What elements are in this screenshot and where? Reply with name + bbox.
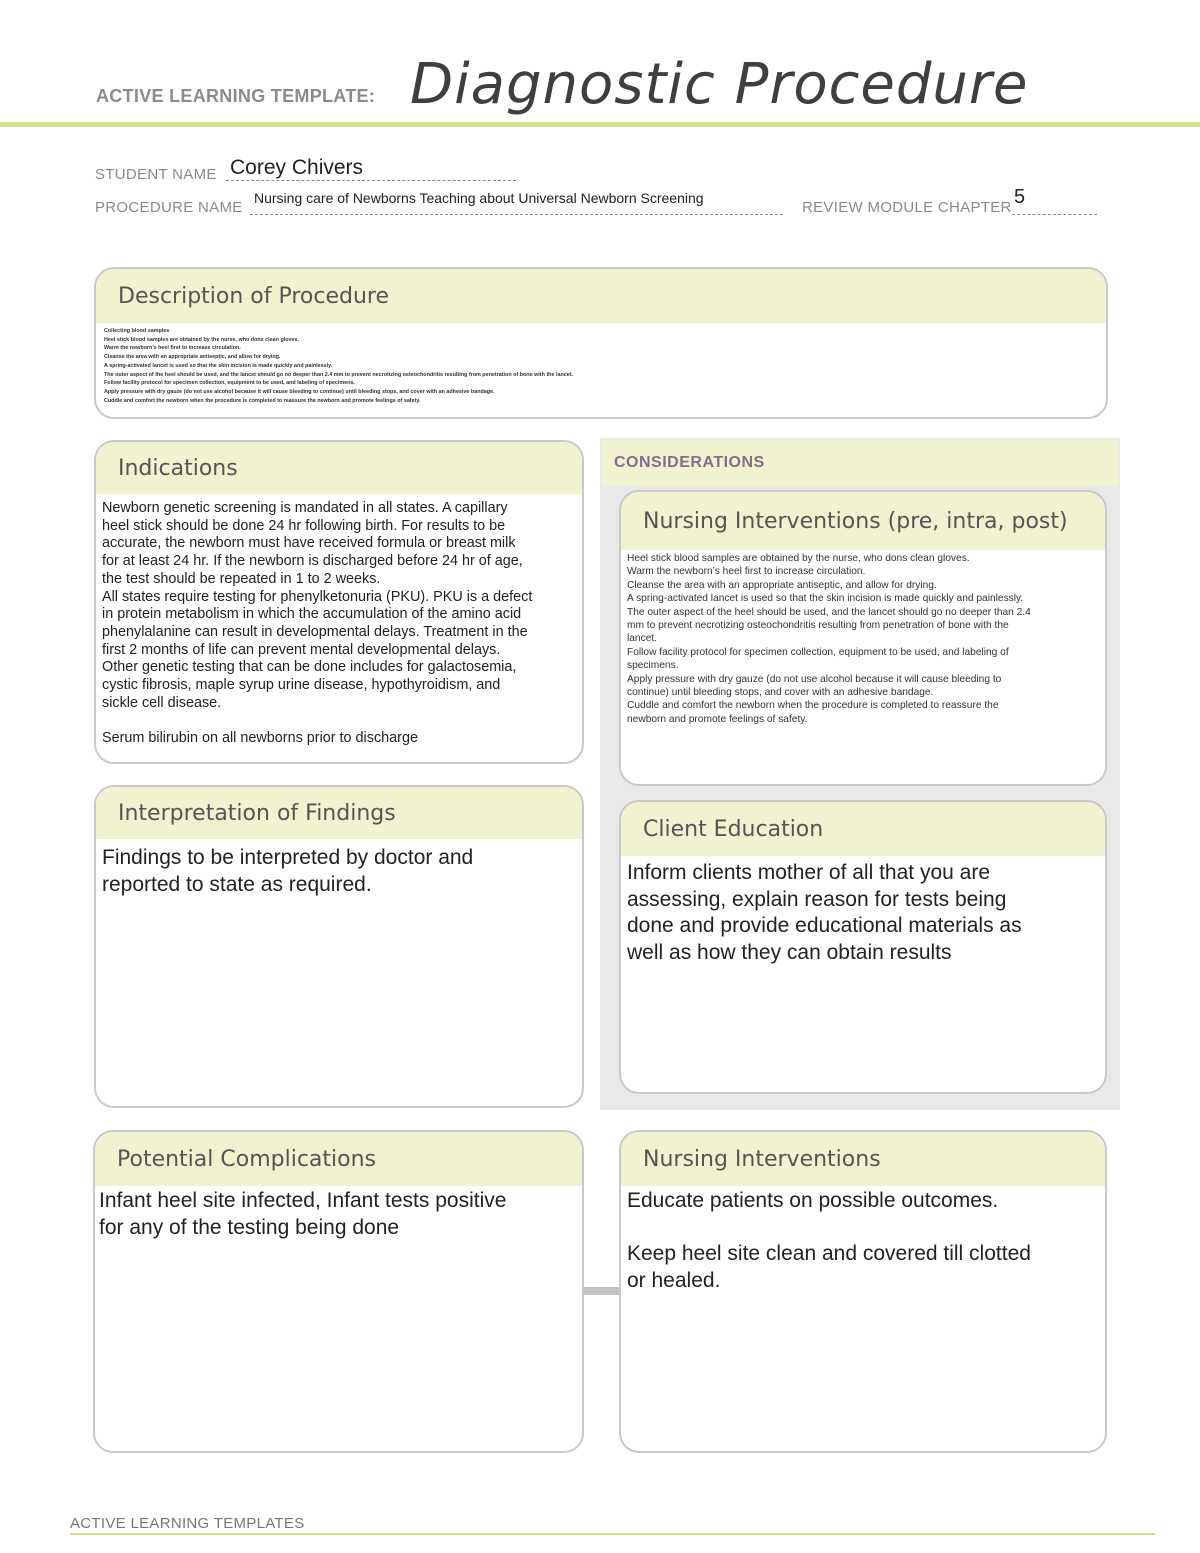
nursing-pre-line: lancet.: [627, 633, 658, 645]
procedure-name-value: Nursing care of Newborns Teaching about Universal Newborn Screening: [254, 190, 704, 206]
indications-line: Serum bilirubin on all newborns prior to discharge: [102, 730, 418, 747]
nursing-interventions-heading: Nursing Interventions: [621, 1132, 1105, 1186]
student-name-field[interactable]: [226, 156, 516, 181]
student-name-label: STUDENT NAME: [95, 166, 217, 183]
procedure-name-field[interactable]: [250, 188, 783, 215]
complications-line: Infant heel site infected, Infant tests positive: [99, 1189, 507, 1212]
review-module-label: REVIEW MODULE CHAPTER: [802, 199, 1012, 216]
complications-box: [93, 1130, 584, 1453]
complications-line: for any of the testing being done: [99, 1215, 400, 1239]
client-education-body[interactable]: [621, 856, 1105, 970]
student-name-value: Corey Chivers: [230, 156, 364, 179]
interpretation-box: [94, 785, 584, 1108]
complications-body[interactable]: [95, 1186, 582, 1243]
nursing-pre-line: Cleanse the area with an appropriate antiseptic, and allow for drying.: [627, 579, 937, 591]
indications-line: cystic fibrosis, maple syrup urine disease, hypothyroidism, and: [102, 677, 501, 694]
review-module-value: 5: [1014, 186, 1026, 208]
nursing-interventions-body[interactable]: [621, 1186, 1105, 1296]
description-line: Follow facility protocol for specimen collection, equipment to be used, and labeling of specimens.: [104, 380, 356, 387]
interpretation-line: Findings to be interpreted by doctor and: [102, 846, 474, 869]
client-education-line: done and provide educational materials as: [627, 914, 1022, 937]
client-education-box: [619, 800, 1107, 1094]
description-line: Warm the newborn’s heel first to increase circulation.: [104, 345, 241, 352]
considerations-heading: CONSIDERATIONS: [602, 440, 1118, 486]
interpretation-body[interactable]: [96, 839, 582, 904]
nursing-pre-line: Heel stick blood samples are obtained by the nurse, who dons clean gloves.: [627, 553, 970, 564]
nursing-pre-line: mm to prevent necrotizing osteochondritis resulting from penetration of bone with the: [627, 620, 1009, 632]
description-line: Cleanse the area with an appropriate antiseptic, and allow for drying.: [104, 354, 281, 361]
indications-line: Other genetic testing that can be done includes for galactosemia,: [102, 659, 517, 676]
nursing-interventions-line: or healed.: [627, 1268, 721, 1292]
review-module-field[interactable]: [1012, 186, 1097, 215]
footer-divider: [70, 1533, 1155, 1535]
nursing-pre-line: newborn and promote feelings of safety.: [627, 713, 808, 725]
nursing-pre-box: [619, 490, 1107, 786]
indications-line: heel stick should be done 24 hr following birth. For results to be: [102, 517, 506, 534]
client-education-line: well as how they can obtain results: [627, 940, 952, 964]
nursing-interventions-line: Keep heel site clean and covered till clotted: [627, 1242, 1031, 1265]
procedure-name-label: PROCEDURE NAME: [95, 199, 243, 216]
nursing-interventions-line: Educate patients on possible outcomes.: [627, 1189, 999, 1212]
indications-line: in protein metabolism in which the accumulation of the amino acid: [102, 606, 522, 623]
nursing-interventions-spacer: [627, 1215, 1099, 1242]
description-line: Cuddle and comfort the newborn when the procedure is completed to reassure the newborn and promote feelings of safety.: [104, 397, 421, 404]
interpretation-line: reported to state as required.: [102, 872, 372, 896]
nursing-pre-line: A spring-activated lancet is used so that the skin incision is made quickly and painlessly.: [627, 593, 1024, 605]
indications-line: for at least 24 hr. If the newborn is discharged before 24 hr of age,: [102, 553, 523, 570]
interpretation-heading: Interpretation of Findings: [96, 787, 582, 839]
indications-line: All states require testing for phenylketonuria (PKU). PKU is a defect: [102, 588, 533, 605]
complications-heading: Potential Complications: [95, 1132, 582, 1186]
description-body[interactable]: [96, 323, 1106, 409]
nursing-pre-line: Apply pressure with dry gauze (do not use alcohol because it will cause bleeding to: [627, 673, 1002, 685]
nursing-interventions-box: [619, 1130, 1107, 1453]
indications-line: accurate, the newborn must have received formula or breast milk: [102, 535, 516, 552]
indications-line: Newborn genetic screening is mandated in all states. A capillary: [102, 500, 508, 516]
description-line: The outer aspect of the heel should be used, and the lancet should go no deeper than 2.4 mm to prevent necrotizing osteochondritis resulting from penetration of bone with the lancet.: [104, 371, 574, 378]
indications-line: phenylalanine can result in developmental delays. Treatment in the: [102, 623, 528, 640]
box-connector: [583, 1287, 621, 1295]
description-line: Collecting blood samples: [104, 328, 170, 334]
nursing-pre-line: Cuddle and comfort the newborn when the procedure is completed to reassure the: [627, 700, 999, 712]
description-box: [94, 267, 1108, 419]
client-education-line: Inform clients mother of all that you are: [627, 861, 990, 884]
nursing-pre-line: Follow facility protocol for specimen collection, equipment to be used, and labeling of: [627, 646, 1009, 658]
nursing-pre-line: The outer aspect of the heel should be used, and the lancet should go no deeper than 2.4: [627, 606, 1031, 618]
indications-line: first 2 months of life can prevent mental developmental delays.: [102, 641, 501, 658]
description-line: Apply pressure with dry gauze (do not use alcohol because it will cause bleeding to continue) until bleeding stops, and cover with an adhesive bandage.: [104, 388, 495, 395]
nursing-pre-heading: Nursing Interventions (pre, intra, post): [621, 492, 1105, 550]
client-education-heading: Client Education: [621, 802, 1105, 856]
page-title: Diagnostic Procedure: [410, 52, 1029, 117]
header-prefix: ACTIVE LEARNING TEMPLATE:: [96, 86, 376, 106]
indications-body[interactable]: [96, 494, 582, 754]
indications-line: sickle cell disease.: [102, 694, 222, 711]
header-divider: [0, 122, 1200, 127]
nursing-pre-line: continue) until bleeding stops, and cover with an adhesive bandage.: [627, 687, 934, 699]
nursing-pre-line: specimens.: [627, 660, 679, 672]
description-line: A spring-activated lancet is used so that the skin incision is made quickly and painlessly.: [104, 362, 333, 369]
description-heading: Description of Procedure: [96, 269, 1106, 323]
footer-text: ACTIVE LEARNING TEMPLATES: [70, 1515, 305, 1532]
nursing-pre-line: Warm the newborn’s heel first to increase circulation.: [627, 566, 866, 578]
description-line: Heel stick blood samples are obtained by the nurse, who dons clean gloves.: [104, 336, 300, 343]
indications-line: the test should be repeated in 1 to 2 weeks.: [102, 570, 381, 587]
client-education-line: assessing, explain reason for tests being: [627, 887, 1007, 911]
indications-heading: Indications: [96, 442, 582, 494]
nursing-pre-body[interactable]: [621, 550, 1105, 728]
indications-box: [94, 440, 584, 764]
indications-spacer: [102, 712, 576, 730]
